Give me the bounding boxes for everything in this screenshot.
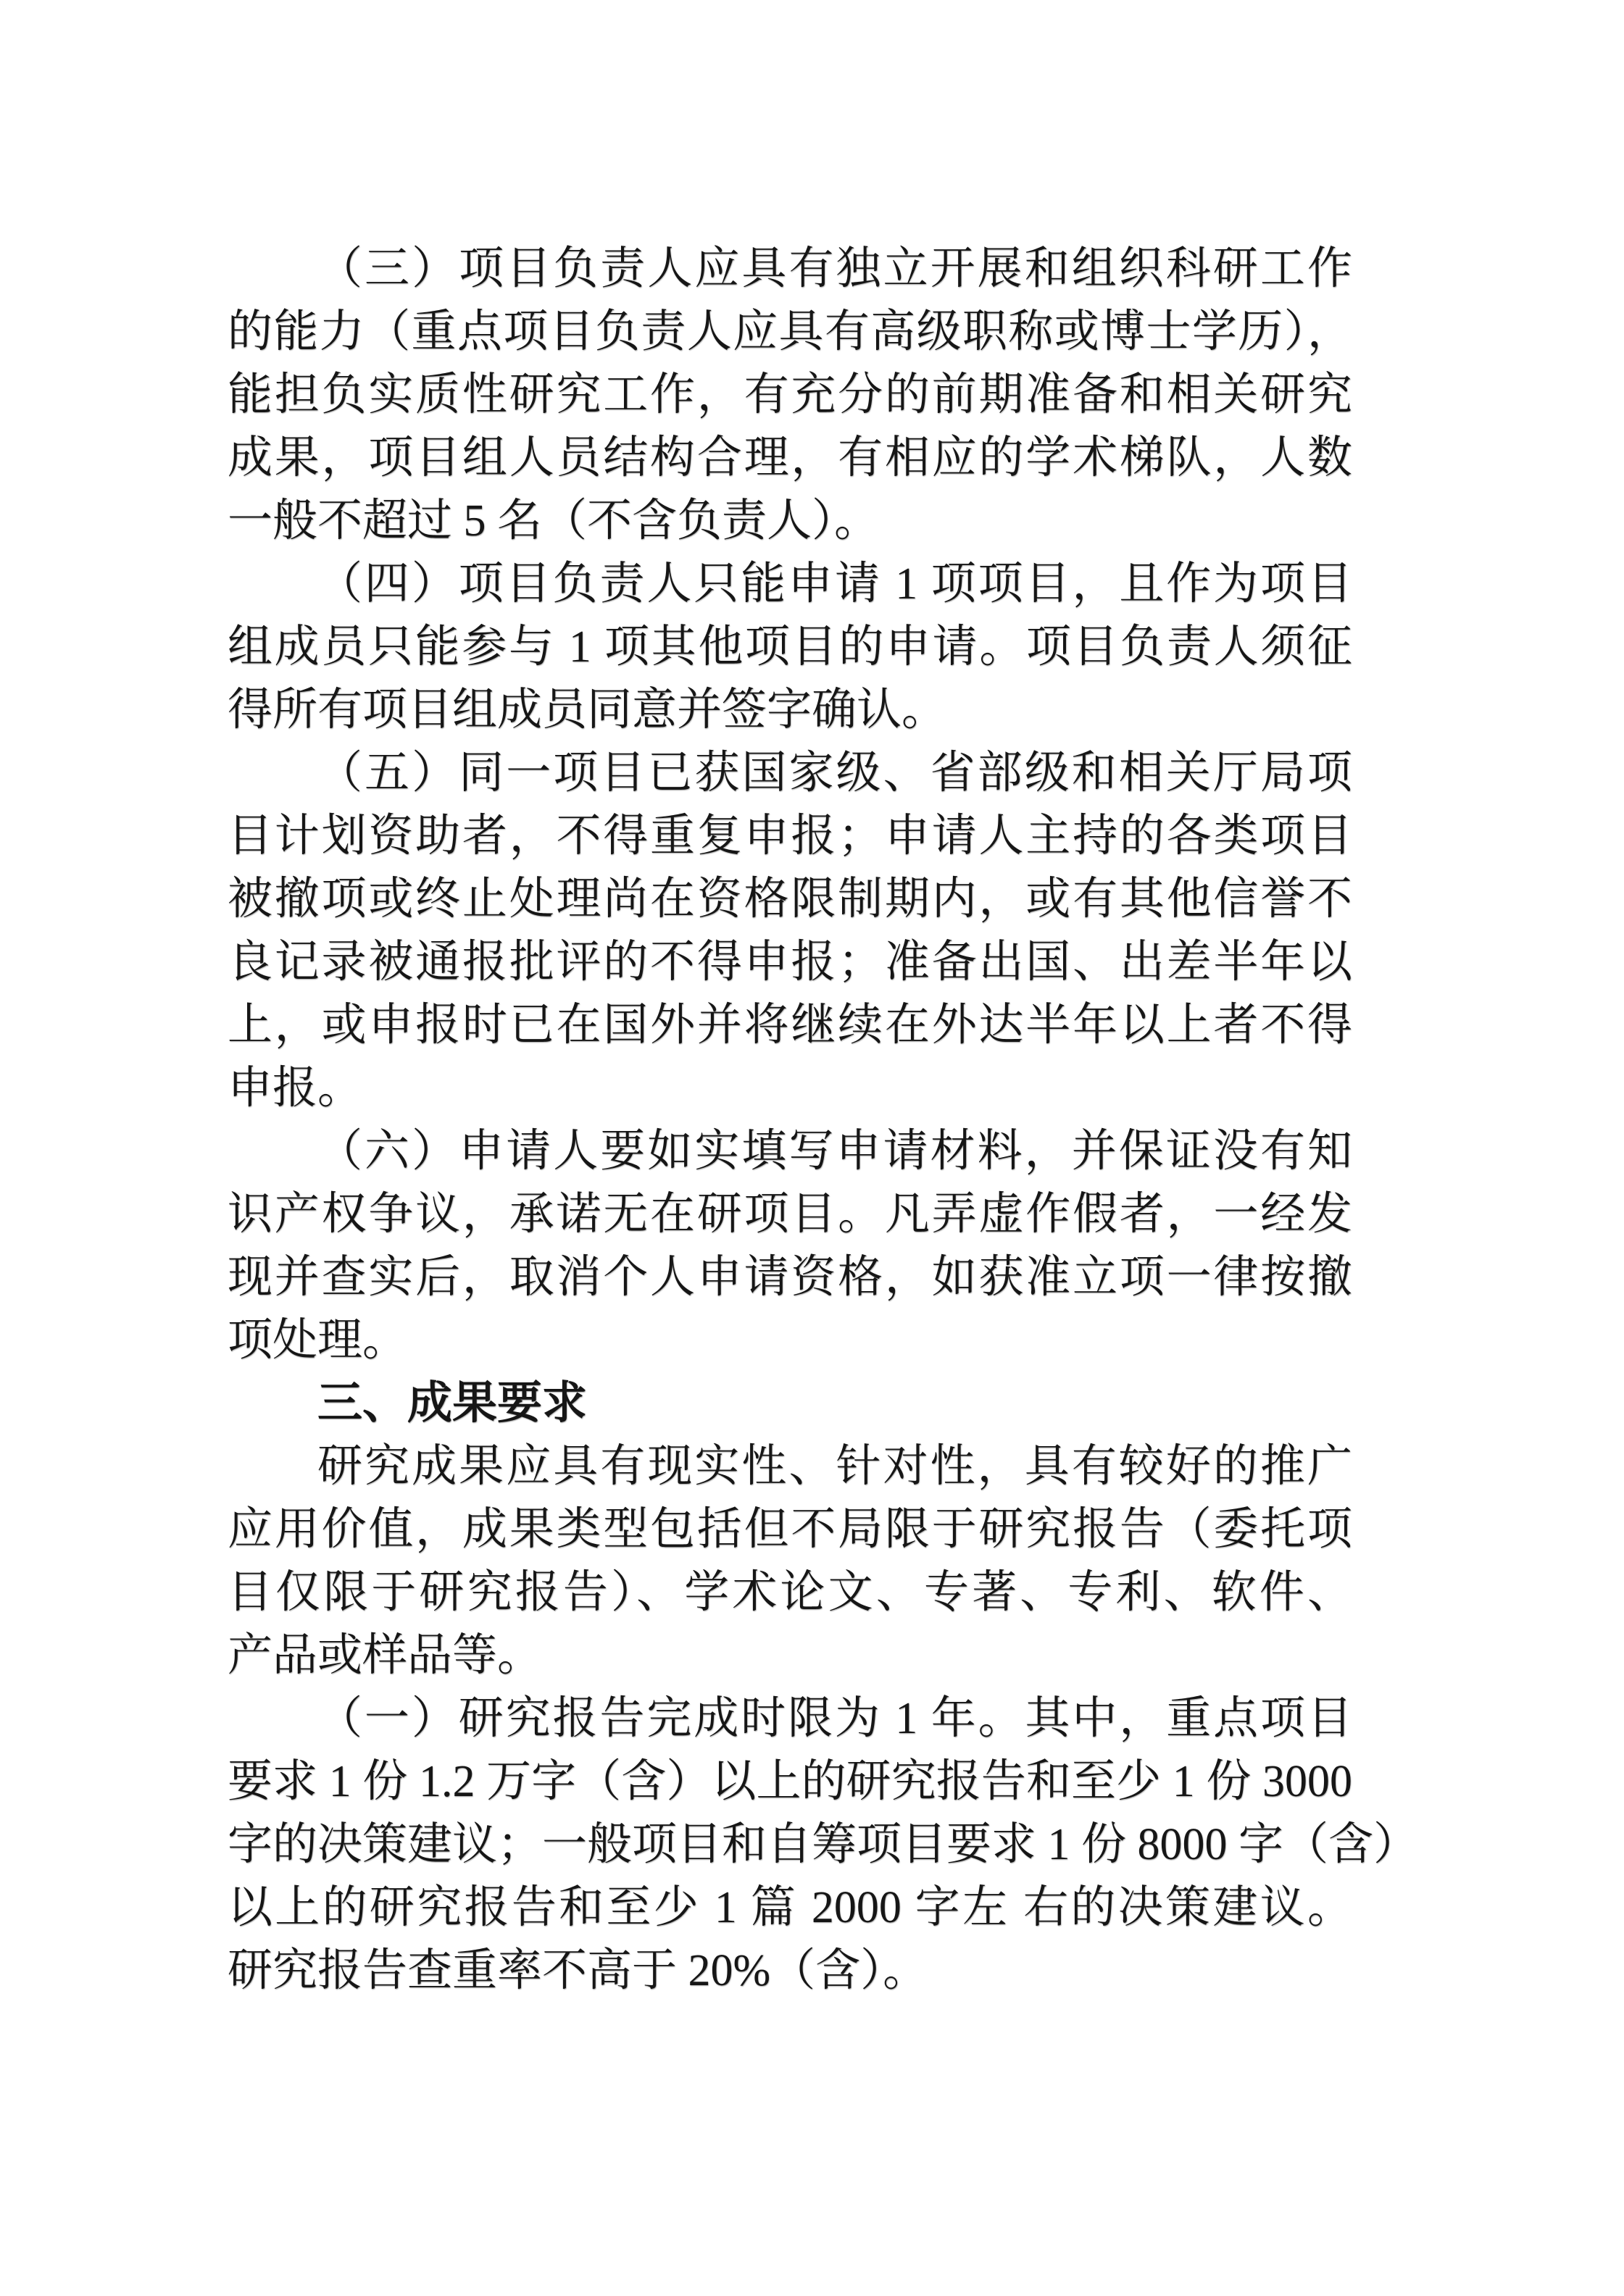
paragraph-item-1-report — [228, 1687, 1419, 2003]
text-line: 现并查实后，取消个人申请资格，如获准立项一律按撤 — [228, 1253, 1352, 1302]
text-line: 成果，项目组人员结构合理，有相应的学术梯队，人数 — [228, 433, 1352, 483]
text-line: 字的决策建议；一般项目和自筹项目要求 1 份 8000 字（含） — [228, 1820, 1419, 1869]
paragraph-item-3 — [228, 238, 1352, 553]
text-line: 识产权争议，承诺无在研项目。凡弄虚作假者，一经发 — [228, 1190, 1352, 1239]
text-line: 目计划资助者，不得重复申报；申请人主持的各类项目 — [228, 811, 1352, 861]
text-line: （一）研究报告完成时限为 1 年。其中，重点项目 — [317, 1694, 1352, 1743]
text-line: 上，或申报时已在国外并将继续在外达半年以上者不得 — [228, 1001, 1352, 1050]
document-text-block — [228, 238, 1419, 2003]
text-line: （四）项目负责人只能申请 1 项项目，且作为项目 — [317, 559, 1352, 609]
text-line: 应用价值，成果类型包括但不局限于研究报告（委托项 — [228, 1505, 1352, 1554]
text-line: 能担负实质性研究工作，有充分的前期准备和相关研究 — [228, 370, 1352, 419]
text-line: 得所有项目组成员同意并签字确认。 — [228, 685, 947, 735]
paragraph-results-intro — [228, 1435, 1352, 1687]
text-line: 申报。 — [228, 1064, 363, 1113]
text-line: （六）申请人要如实填写申请材料，并保证没有知 — [317, 1127, 1352, 1176]
text-line: 产品或样品等。 — [228, 1631, 543, 1680]
paragraph-item-5 — [228, 742, 1352, 1120]
text-line: 良记录被通报批评的不得申报；准备出国、出差半年以 — [228, 938, 1352, 987]
text-line: 组成员只能参与 1 项其他项目的申请。项目负责人须征 — [228, 622, 1352, 672]
text-line: 的能力（重点项目负责人应具有高级职称或博士学历）， — [228, 307, 1352, 356]
section-heading-container — [228, 1372, 1352, 1435]
text-line: 项处理。 — [228, 1316, 408, 1365]
text-line: 一般不超过 5 名（不含负责人）。 — [228, 496, 880, 546]
section-heading: 三、成果要求 — [317, 1379, 588, 1428]
text-line: 研究成果应具有现实性、针对性，具有较好的推广 — [317, 1442, 1352, 1491]
text-line: 以上的研究报告和至少 1 篇 2000 字左 右的决策建议。 — [228, 1883, 1352, 1932]
text-line: 目仅限于研究报告）、学术论文、专著、专利、软件、 — [228, 1568, 1352, 1617]
text-line: 研究报告查重率不高于 20%（含）。 — [228, 1946, 928, 1995]
text-line: （三）项目负责人应具有独立开展和组织科研工作 — [317, 244, 1352, 293]
paragraph-item-4 — [228, 553, 1352, 742]
paragraph-item-6 — [228, 1120, 1352, 1372]
text-line: 被撤项或终止处理尚在资格限制期内，或有其他信誉不 — [228, 874, 1352, 924]
text-line: 要求 1 份 1.2 万字（含）以上的研究报告和至少 1 份 3000 — [228, 1757, 1352, 1806]
text-line: （五）同一项目已获国家级、省部级和相关厅局项 — [317, 748, 1352, 798]
